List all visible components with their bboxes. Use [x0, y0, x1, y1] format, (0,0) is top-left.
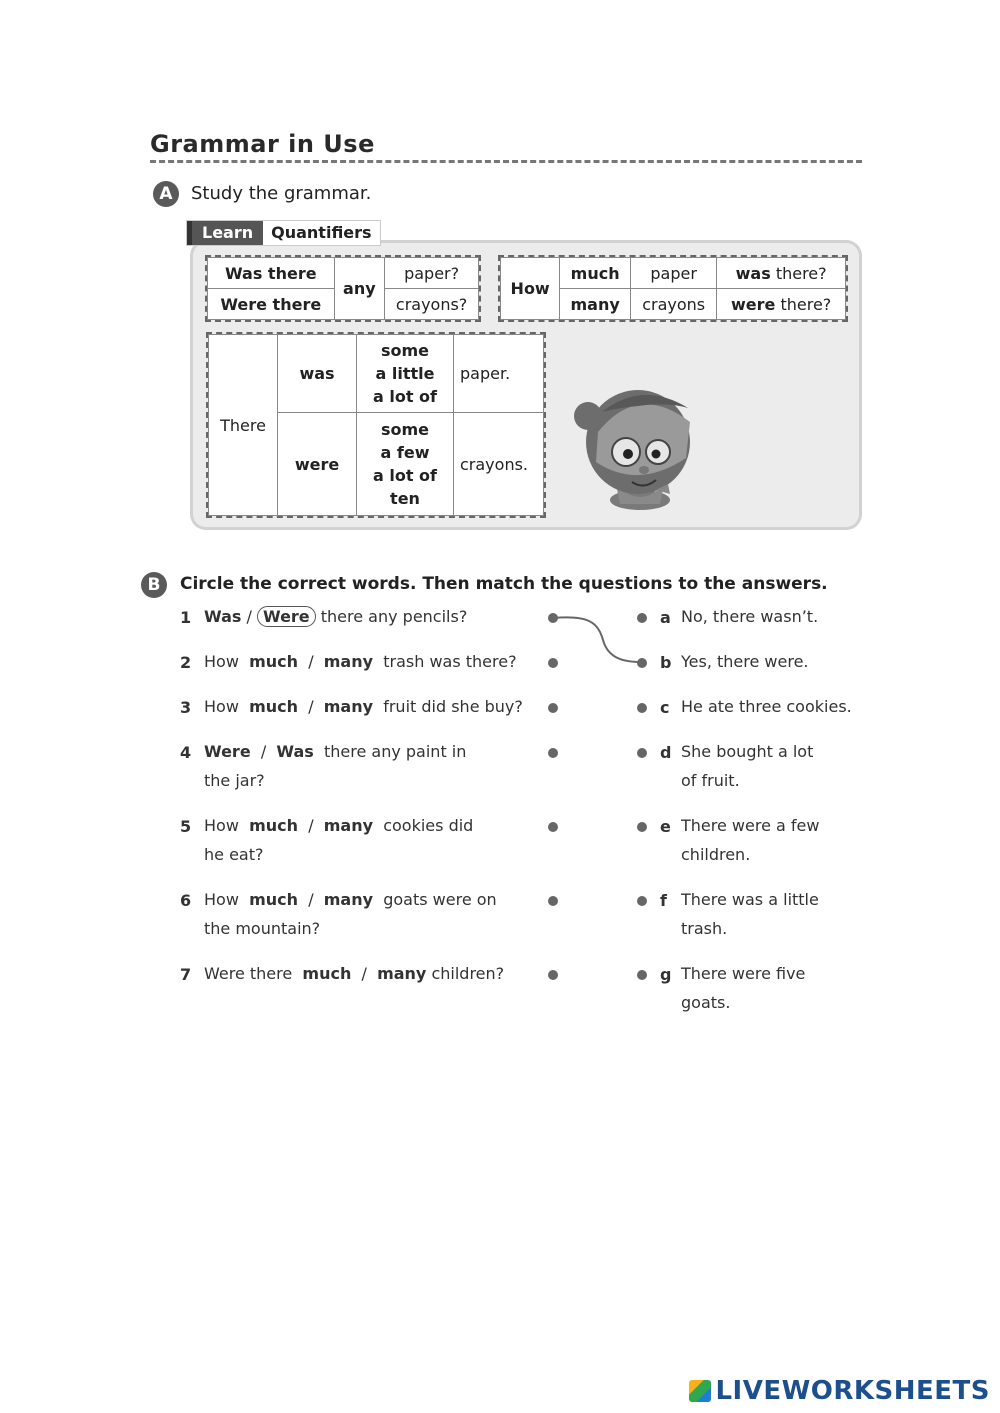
question-text: goats were on: [383, 890, 497, 909]
question-match-dot[interactable]: [548, 658, 558, 668]
answer-a: [681, 602, 818, 631]
option-much[interactable]: much: [249, 652, 299, 671]
option-separator: /: [308, 697, 314, 716]
answer-match-dot[interactable]: [637, 748, 647, 758]
option-many[interactable]: many: [323, 890, 374, 909]
answer-text: No, there wasn’t.: [681, 607, 819, 626]
option-many[interactable]: many: [323, 697, 374, 716]
answer-letter: e: [660, 817, 671, 836]
table3-cell: were: [278, 413, 357, 516]
section-b-badge: B: [141, 572, 167, 598]
quantifier: a lot of: [372, 387, 437, 406]
option-much[interactable]: much: [249, 816, 299, 835]
question-6: [204, 885, 497, 943]
answer-text-line2: of fruit.: [681, 771, 740, 790]
table2-cell: crayons: [631, 289, 717, 320]
answer-text-line2: goats.: [681, 993, 731, 1012]
option-separator: /: [361, 964, 367, 983]
quantifier: some: [380, 420, 430, 439]
answer-text-line2: trash.: [681, 919, 728, 938]
answer-d: [681, 737, 813, 795]
question-7: [204, 959, 504, 988]
answer-match-dot[interactable]: [637, 613, 647, 623]
brand-text: LIVEWORKSHEETS: [715, 1376, 990, 1406]
question-number: 6: [180, 891, 192, 910]
option-were-circled[interactable]: Were: [257, 606, 316, 627]
table2-cell: [717, 289, 846, 320]
question-text: children?: [431, 964, 505, 983]
answer-match-dot[interactable]: [637, 658, 647, 668]
question-text: there any paint in: [323, 742, 467, 761]
option-separator: /: [308, 652, 314, 671]
question-number: 1: [180, 608, 192, 627]
question-1: [204, 602, 467, 631]
question-text-line2: the mountain?: [204, 919, 321, 938]
learn-header: [186, 220, 381, 246]
question-5: [204, 811, 473, 869]
quantifier: some: [380, 341, 430, 360]
option-were[interactable]: Were: [204, 742, 251, 761]
table2-cell: paper: [631, 258, 717, 289]
question-text-line2: he eat?: [204, 845, 264, 864]
question-4: [204, 737, 466, 795]
grammar-table-how: [500, 257, 846, 320]
answer-match-dot[interactable]: [637, 896, 647, 906]
question-prefix: How: [204, 890, 239, 909]
table1-cell: crayons?: [385, 289, 479, 320]
table2-cell: [717, 258, 846, 289]
verb: were: [731, 294, 776, 314]
answer-f: [681, 885, 819, 943]
answer-letter: f: [660, 891, 667, 910]
option-was[interactable]: Was: [276, 742, 314, 761]
quantifier: a few: [380, 443, 430, 462]
answer-match-dot[interactable]: [637, 970, 647, 980]
title-divider: [150, 160, 862, 163]
question-2: [204, 647, 517, 676]
section-b-instruction: Circle the correct words. Then match the questions to the answers.: [180, 574, 828, 594]
table1-cell: paper?: [385, 258, 479, 289]
answer-text-line2: children.: [681, 845, 751, 864]
table3-cell: [357, 413, 454, 516]
section-a-instruction: Study the grammar.: [191, 183, 372, 204]
option-many[interactable]: many: [323, 816, 374, 835]
answer-text: He ate three cookies.: [681, 697, 852, 716]
learn-tag: Learn: [187, 221, 263, 245]
page-title: Grammar in Use: [150, 130, 375, 158]
question-prefix: How: [204, 697, 239, 716]
answer-match-dot[interactable]: [637, 822, 647, 832]
quantifier: a little: [375, 364, 435, 383]
table2-cell: much: [560, 258, 631, 289]
answer-e: [681, 811, 819, 869]
question-text: trash was there?: [383, 652, 517, 671]
table2-cell: many: [560, 289, 631, 320]
question-text-line2: the jar?: [204, 771, 265, 790]
answer-text: She bought a lot: [681, 742, 814, 761]
answer-text: There were five: [681, 964, 806, 983]
answer-g: [681, 959, 805, 1017]
answer-letter: a: [660, 608, 671, 627]
verb-rest: there?: [775, 294, 832, 314]
answer-letter: b: [660, 653, 672, 672]
question-text: cookies did: [383, 816, 474, 835]
question-number: 7: [180, 965, 192, 984]
answer-text: There was a little: [681, 890, 819, 909]
question-text: there any pencils?: [320, 607, 468, 626]
option-much[interactable]: much: [302, 964, 352, 983]
table3-cell: crayons.: [454, 413, 544, 516]
question-prefix: How: [204, 652, 239, 671]
question-prefix: Were there: [204, 964, 293, 983]
question-match-dot[interactable]: [548, 703, 558, 713]
option-separator: /: [308, 816, 314, 835]
table2-cell: How: [501, 258, 560, 320]
liveworksheets-icon: [689, 1380, 711, 1402]
grammar-table-there: [208, 334, 544, 516]
quantifier: a lot of: [372, 466, 437, 485]
verb: was: [735, 263, 771, 283]
question-match-dot[interactable]: [548, 748, 558, 758]
option-separator: /: [260, 742, 267, 761]
table1-cell: Was there: [208, 258, 335, 289]
question-text: fruit did she buy?: [383, 697, 523, 716]
grammar-table-questions: [207, 257, 479, 320]
question-match-dot[interactable]: [548, 613, 558, 623]
girl-character-illustration: [568, 372, 708, 512]
section-a-badge: A: [153, 181, 179, 207]
question-match-dot[interactable]: [548, 896, 558, 906]
option-much[interactable]: much: [249, 697, 299, 716]
question-number: 3: [180, 698, 192, 717]
question-3: [204, 692, 523, 721]
question-prefix: How: [204, 816, 239, 835]
quantifier: ten: [390, 489, 420, 508]
learn-title: Quantifiers: [271, 223, 372, 242]
option-separator: /: [246, 607, 252, 626]
table1-cell: any: [334, 258, 385, 320]
option-many[interactable]: many: [377, 964, 427, 983]
table1-cell: Were there: [208, 289, 335, 320]
answer-c: [681, 692, 852, 721]
answer-letter: d: [660, 743, 672, 762]
question-number: 2: [180, 653, 192, 672]
option-many[interactable]: many: [323, 652, 374, 671]
question-match-dot[interactable]: [548, 970, 558, 980]
answer-b: [681, 647, 809, 676]
table3-cell: There: [209, 335, 278, 516]
question-match-dot[interactable]: [548, 822, 558, 832]
example-match-line: [548, 610, 648, 670]
option-separator: /: [308, 890, 314, 909]
answer-text: Yes, there were.: [681, 652, 809, 671]
answer-match-dot[interactable]: [637, 703, 647, 713]
table3-cell: paper.: [454, 335, 544, 413]
question-number: 4: [180, 743, 192, 762]
table3-cell: was: [278, 335, 357, 413]
option-was[interactable]: Was: [204, 607, 242, 626]
answer-letter: g: [660, 965, 672, 984]
answer-letter: c: [660, 698, 670, 717]
answer-text: There were a few: [681, 816, 820, 835]
question-number: 5: [180, 817, 192, 836]
option-much[interactable]: much: [249, 890, 299, 909]
liveworksheets-logo: [689, 1376, 990, 1406]
table3-cell: [357, 335, 454, 413]
verb-rest: there?: [770, 263, 827, 283]
